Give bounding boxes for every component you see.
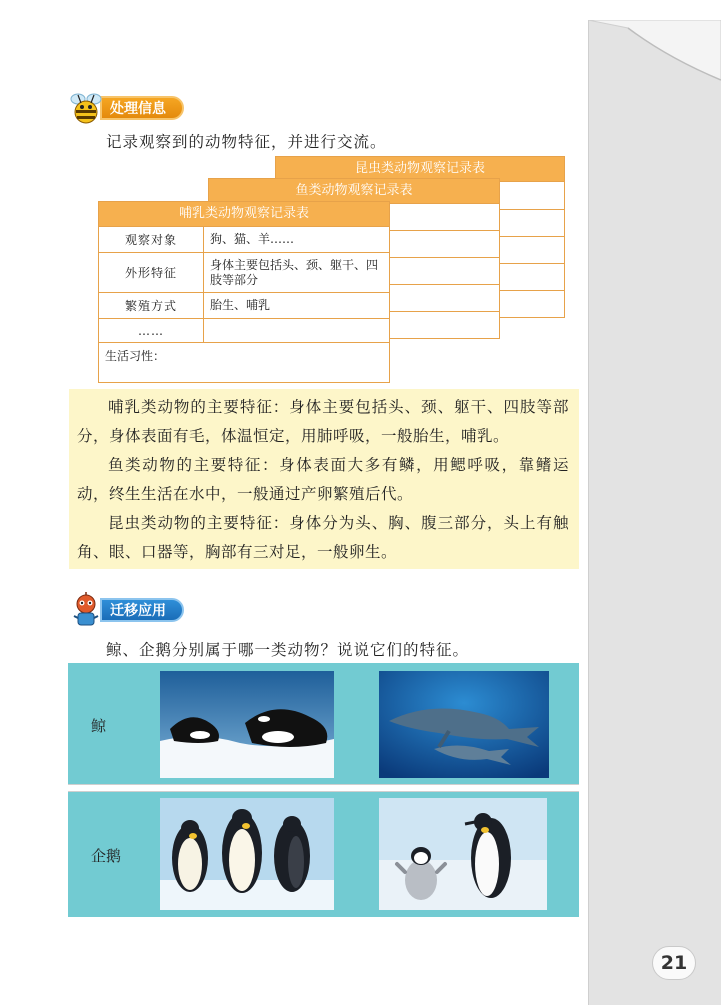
section-title: 迁移应用	[100, 598, 184, 622]
orca-photo	[160, 671, 334, 778]
insect-table-title: 昆虫类动物观察记录表	[276, 157, 564, 181]
panel-divider	[68, 784, 579, 792]
fish-summary: 鱼类动物的主要特征：身体表面大多有鳞，用鳃呼吸，靠鳍运动，终生生活在水中，一般通过产卵繁殖后代。	[77, 456, 569, 503]
row-label: 观察对象	[99, 227, 204, 252]
mammal-record-table	[98, 201, 390, 383]
section-header-process-info	[68, 90, 184, 126]
page-curl-icon	[588, 20, 721, 90]
section-title: 处理信息	[100, 96, 184, 120]
fish-table-title: 鱼类动物观察记录表	[209, 179, 499, 203]
insect-summary: 昆虫类动物的主要特征：身体分为头、胸、腹三部分，头上有触角、眼、口器等，胸部有三对足，一般卵生。	[77, 514, 569, 561]
table-row	[99, 226, 389, 252]
row-label: 外形特征	[99, 253, 204, 292]
bee-mascot-icon	[68, 90, 104, 126]
instruction-text: 记录观察到的动物特征，并进行交流。	[106, 133, 387, 151]
habit-row	[99, 342, 389, 382]
whale-label: 鲸	[91, 717, 107, 735]
row-value	[204, 319, 389, 342]
row-label: 繁殖方式	[99, 293, 204, 318]
page-edge	[588, 20, 721, 1005]
table-row	[99, 292, 389, 318]
page-number: 21	[652, 946, 696, 980]
penguin-with-chick-photo	[379, 798, 547, 910]
question-text: 鲸、企鹅分别属于哪一类动物？说说它们的特征。	[106, 641, 470, 659]
row-value: 胎生、哺乳	[210, 298, 271, 312]
habit-label: 生活习性：	[105, 349, 166, 363]
table-row	[99, 318, 389, 342]
table-row	[99, 252, 389, 292]
mammal-table-title: 哺乳类动物观察记录表	[99, 202, 389, 226]
section-header-apply	[68, 592, 184, 628]
row-value: 身体主要包括头、颈、躯干、四肢等部分	[210, 257, 379, 287]
row-value: 狗、猫、羊……	[210, 232, 295, 246]
humpback-whale-photo	[379, 671, 549, 778]
mammal-summary: 哺乳类动物的主要特征：身体主要包括头、颈、躯干、四肢等部分，身体表面有毛，体温恒定，用肺呼吸，一般胎生，哺乳。	[77, 398, 569, 445]
emperor-penguins-photo	[160, 798, 334, 910]
summary-box	[69, 389, 579, 569]
row-label: ……	[99, 319, 204, 342]
robot-mascot-icon	[68, 592, 104, 628]
penguin-label: 企鹅	[91, 847, 122, 865]
